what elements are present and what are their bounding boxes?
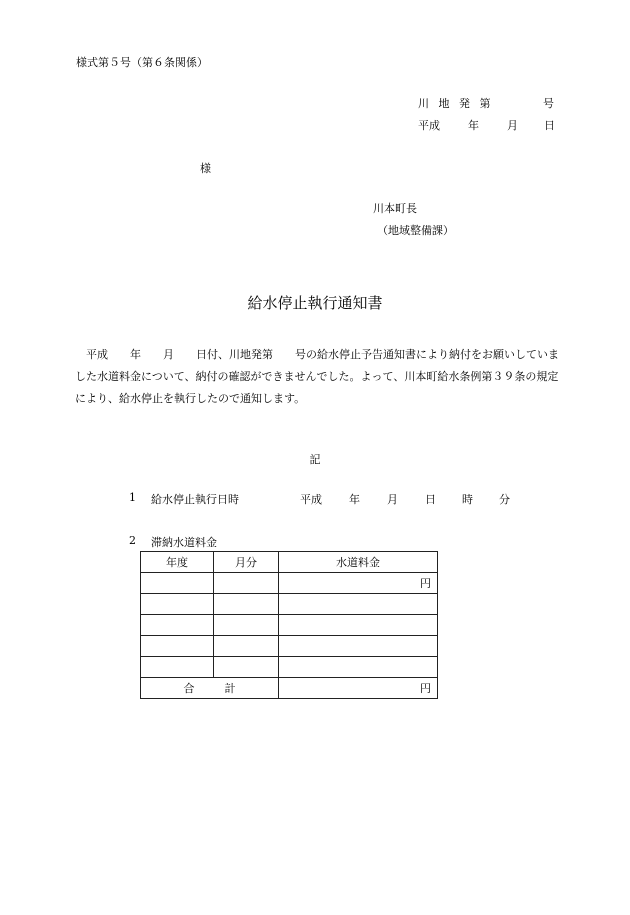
table-total-row (141, 678, 438, 699)
header-month: 月分 (214, 552, 279, 573)
table-header-row (141, 552, 438, 573)
cell-year (141, 615, 214, 636)
header-fiscal-year: 年度 (141, 552, 214, 573)
table-row (141, 615, 438, 636)
total-charge: 円 (279, 678, 438, 699)
table-row (141, 594, 438, 615)
item1-day: 日 (425, 493, 436, 506)
unpaid-charges-table (140, 551, 438, 699)
total-label (141, 678, 279, 699)
item1-minute: 分 (499, 493, 510, 506)
date-day: 日 (544, 119, 555, 132)
item1-year: 年 (349, 493, 360, 506)
cell-month (214, 636, 279, 657)
table-row (141, 657, 438, 678)
item1-month: 月 (387, 493, 398, 506)
cell-month (214, 657, 279, 678)
total-label-1: 合 (183, 682, 195, 695)
cell-charge (279, 657, 438, 678)
date-month: 月 (507, 119, 518, 132)
cell-charge (279, 615, 438, 636)
reference-suffix: 号 (543, 97, 554, 110)
cell-year (141, 636, 214, 657)
document-title: 給水停止執行通知書 (247, 294, 383, 312)
header-water-charge: 水道料金 (279, 552, 438, 573)
item1-era: 平成 (300, 493, 322, 506)
sender-department: （地域整備課） (377, 224, 454, 237)
item1-label: 給水停止執行日時 (151, 493, 239, 506)
cell-month (214, 573, 279, 594)
cell-charge (279, 636, 438, 657)
cell-charge: 円 (279, 573, 438, 594)
body-paragraph (75, 344, 565, 410)
sender-name: 川本町長 (373, 202, 417, 215)
addressee-suffix: 様 (200, 162, 211, 175)
cell-charge (279, 594, 438, 615)
body-text: 平成 年 月 日付、川地発第 号の給水停止予告通知書により納付をお願いしていました水道料金について、納付の確認ができませんでした。よって、川本町給水条例第３９条の規定により、給水停止を執行したので通知します。 (75, 348, 559, 405)
reference-number (418, 95, 554, 111)
total-label-2: 計 (224, 682, 236, 695)
cell-month (214, 594, 279, 615)
cell-year (141, 573, 214, 594)
date-year: 年 (468, 119, 479, 132)
cell-month (214, 615, 279, 636)
item2-number: 2 (129, 534, 136, 547)
form-number: 様式第５号（第６条関係） (76, 56, 208, 69)
item1-hour: 時 (462, 493, 473, 506)
cell-year (141, 657, 214, 678)
cell-year (141, 594, 214, 615)
item2-label: 滞納水道料金 (151, 536, 217, 549)
ki-heading: 記 (309, 453, 321, 466)
reference-label: 川 地 発 第 (418, 97, 494, 110)
table-row (141, 573, 438, 594)
item1-number: 1 (129, 491, 136, 504)
table-row (141, 636, 438, 657)
date-era: 平成 (418, 119, 440, 132)
